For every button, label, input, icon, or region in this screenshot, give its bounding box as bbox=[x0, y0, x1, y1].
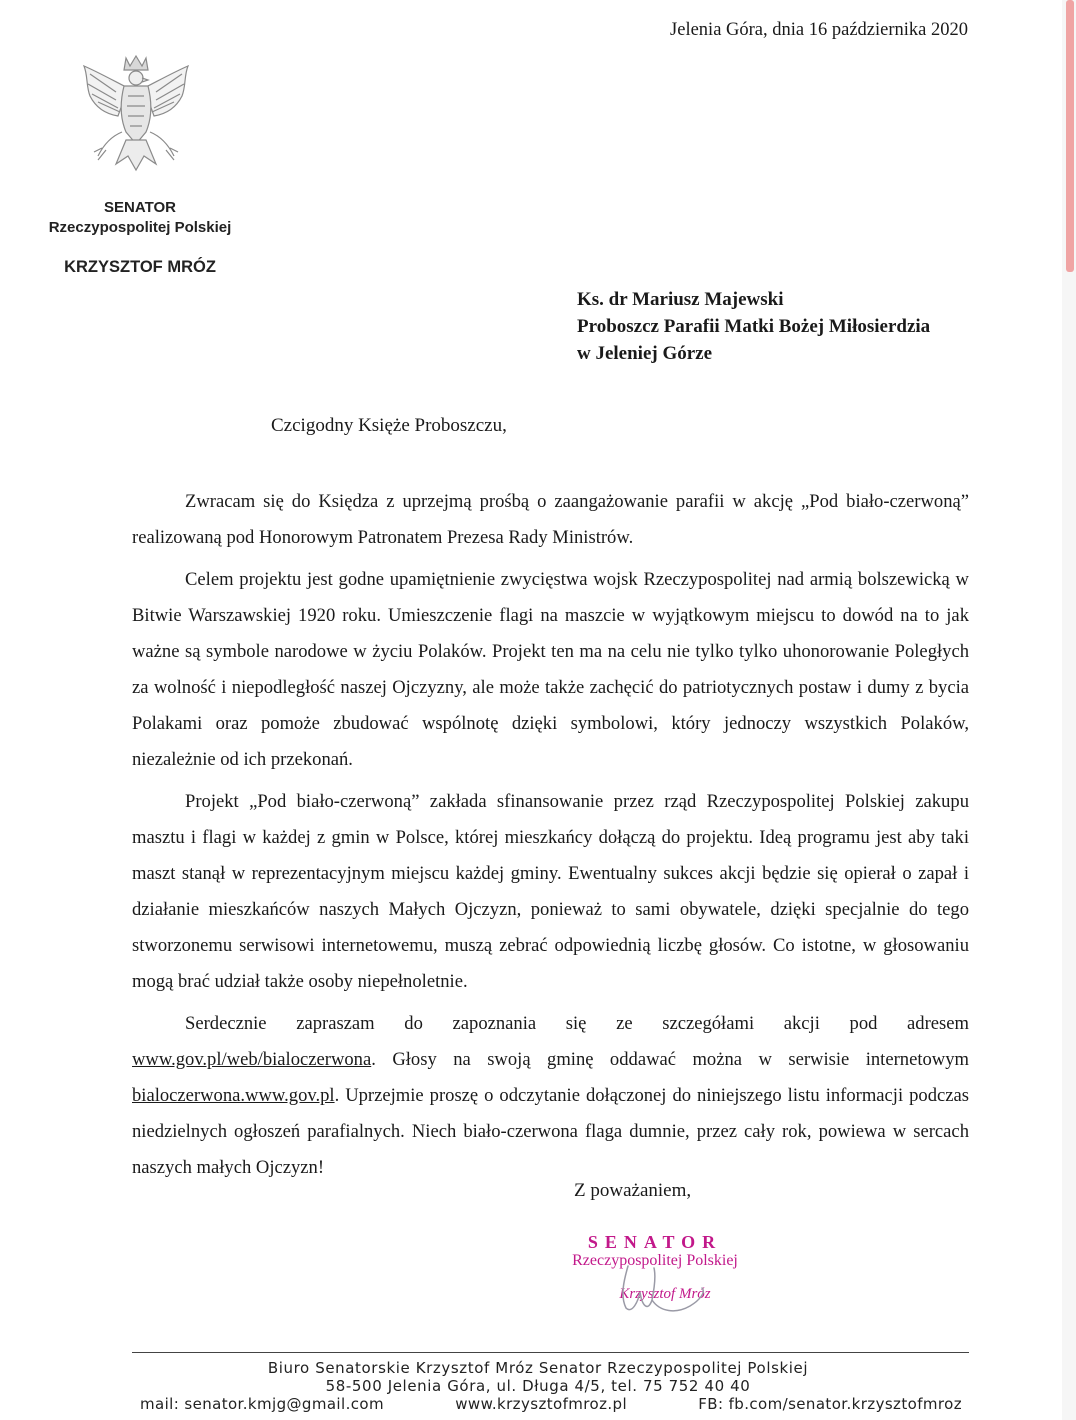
campaign-website-link[interactable]: www.gov.pl/web/bialoczerwona bbox=[132, 1049, 372, 1070]
letter-date: Jelenia Góra, dnia 16 października 2020 bbox=[670, 20, 968, 40]
paragraph-1: Zwracam się do Księdza z uprzejmą prośbą o zaangażowanie parafii w akcję „Pod biało-czerwoną” realizowaną pod Honorowym Patronatem Prezesa Rady Ministrów. bbox=[132, 491, 969, 548]
stamp-name: Krzysztof Mróz bbox=[619, 1286, 711, 1302]
footer-contacts bbox=[140, 1395, 962, 1413]
salutation: Czcigodny Księże Proboszczu, bbox=[271, 415, 507, 436]
page-edge-bar bbox=[1062, 0, 1076, 1420]
white-eagle-emblem-icon bbox=[76, 52, 196, 176]
scrollbar-thumb[interactable] bbox=[1066, 0, 1074, 272]
recipient-location: w Jeleniej Górze bbox=[577, 343, 713, 364]
footer-website[interactable]: www.krzysztofmroz.pl bbox=[455, 1395, 628, 1413]
handwritten-signature bbox=[590, 1262, 720, 1318]
stamp-title: SENATOR bbox=[587, 1232, 723, 1252]
stamp-subtitle: Rzeczypospolitej Polskiej bbox=[572, 1252, 738, 1269]
footer-facebook[interactable]: FB: fb.com/senator.krzysztofmroz bbox=[698, 1395, 962, 1413]
closing: Z poważaniem, bbox=[574, 1180, 692, 1201]
footer-address: 58-500 Jelenia Góra, ul. Długa 4/5, tel. 75 752 40 40 bbox=[325, 1377, 751, 1395]
paragraph-4 bbox=[132, 1006, 969, 1186]
footer-divider bbox=[132, 1352, 969, 1353]
recipient-block bbox=[577, 286, 930, 367]
paragraph-4-text-b: . Głosy na swoją gminę oddawać można w serwisie internetowym bbox=[371, 1049, 969, 1070]
voting-website-link[interactable]: bialoczerwona.www.gov.pl bbox=[132, 1085, 335, 1106]
sender-title: SENATOR bbox=[104, 199, 176, 216]
letter-body bbox=[132, 484, 969, 1192]
recipient-name: Ks. dr Mariusz Majewski bbox=[577, 289, 784, 310]
paragraph-3: Projekt „Pod biało-czerwoną” zakłada sfinansowanie przez rząd Rzeczypospolitej Polskiej zakupu masztu i flagi w każdej z gmin w Polsce, której mieszkańcy dołączą do projektu. Ideą programu jest aby taki maszt stanął w reprezentacyjnym miejscu każdej gminy. Ewentualny sukces akcji będzie się opierał o zapał i działanie mieszkańców naszych Małych Ojczyzn, ponieważ to sami obywatele, dzięki specjalnie do tego stworzonemu serwisowi internetowemu, muszą zebrać odpowiednią liczbę głosów. Co istotne, w głosowaniu mogą brać udział także osoby niepełnoletnie. bbox=[132, 791, 969, 992]
sender-subtitle: Rzeczypospolitej Polskiej bbox=[48, 219, 232, 236]
paragraph-2: Celem projektu jest godne upamiętnienie zwycięstwa wojsk Rzeczypospolitej nad armią bolszewicką w Bitwie Warszawskiej 1920 roku. Umieszczenie flagi na maszcie w wyjątkowym miejscu to dowód na to jak ważne są symbole narodowe w życiu Polaków. Projekt ten ma na celu nie tylko tylko uhonorowanie Poległych za wolność i niepodległość naszej Ojczyzny, ale może także zachęcić do patriotycznych postaw i dumy z bycia Polakami oraz pomoże zbudować wspólnotę dzięki symbolowi, który jednoczy wszystkich Polaków, niezależnie od ich przekonań. bbox=[132, 569, 969, 770]
footer-office: Biuro Senatorskie Krzysztof Mróz Senator Rzeczypospolitej Polskiej bbox=[267, 1359, 809, 1377]
recipient-position: Proboszcz Parafii Matki Bożej Miłosierdzia bbox=[577, 316, 931, 337]
paragraph-4-text-a: Serdecznie zapraszam do zapoznania się ze szczegółami akcji pod adresem bbox=[185, 1013, 969, 1034]
footer-email[interactable]: mail: senator.kmjg@gmail.com bbox=[140, 1395, 384, 1413]
sender-name: KRZYSZTOF MRÓZ bbox=[64, 258, 216, 276]
sender-heading bbox=[20, 198, 260, 238]
paragraph-4-text-c: . Uprzejmie proszę o odczytanie dołączonej do niniejszego listu informacji podczas niedzielnych ogłoszeń parafialnych. Niech biało-czerwona flaga dumnie, przez cały rok, powiewa w sercach naszych małych Ojczyzn! bbox=[132, 1085, 969, 1178]
